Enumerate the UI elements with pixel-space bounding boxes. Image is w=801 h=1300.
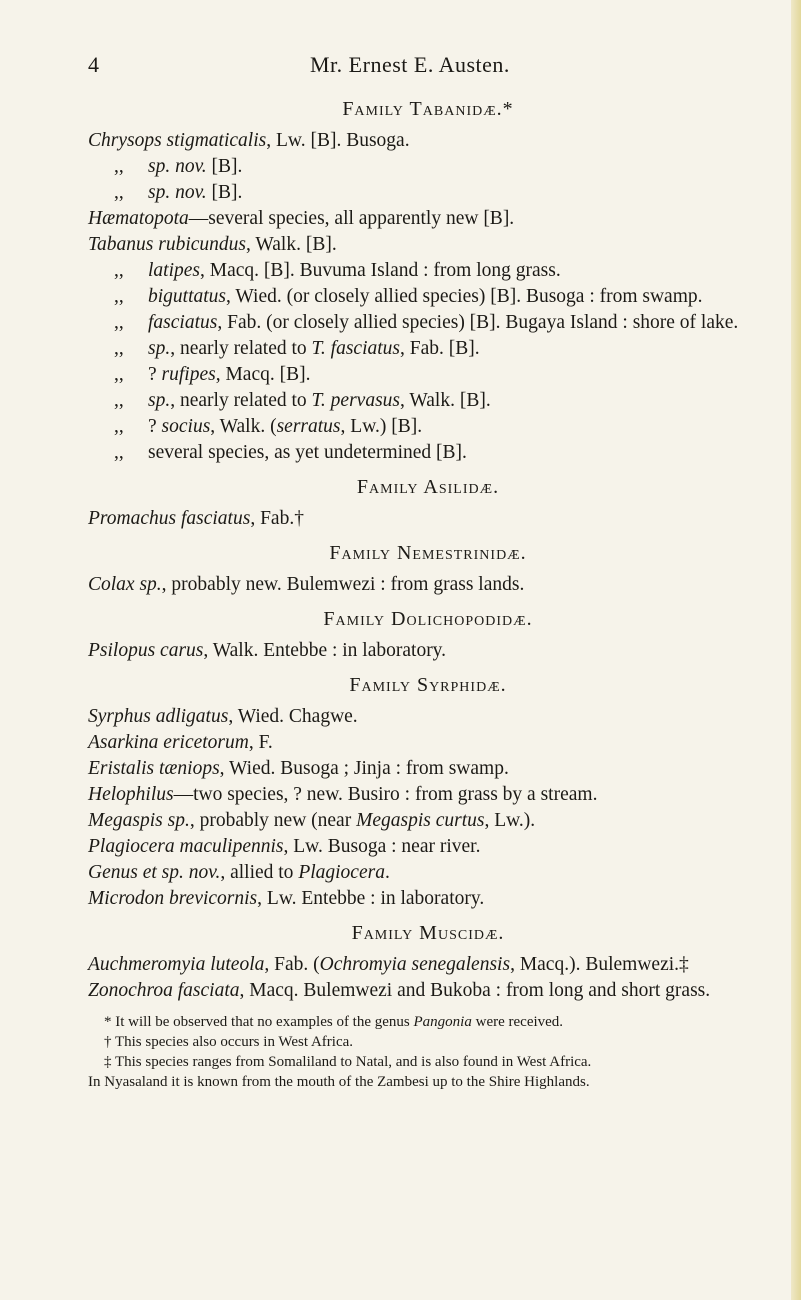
taxon-name: latipes xyxy=(148,260,200,281)
species-entry: ,, ? rufipes, Macq. [B]. xyxy=(88,362,768,388)
taxon-name: sp. xyxy=(148,338,171,359)
species-entry: Psilopus carus, Walk. Entebbe : in laboratory. xyxy=(88,640,447,661)
footnote-continuation: In Nyasaland it is known from the mouth of the Zambesi up to the Shire Highlands. xyxy=(88,1074,590,1090)
ditto-mark: ,, xyxy=(114,442,124,463)
taxon-name: Syrphus adligatus xyxy=(88,706,229,727)
taxon-name: socius xyxy=(161,416,211,437)
taxon-name: Genus et sp. nov. xyxy=(88,862,221,883)
ditto-mark: ,, xyxy=(114,364,124,385)
species-entry: ,, latipes, Macq. [B]. Buvuma Island : from long grass. xyxy=(88,258,768,284)
ditto-mark: ,, xyxy=(114,156,124,177)
family-heading-muscidae: Family Muscidæ. xyxy=(351,922,505,944)
taxon-name: Promachus fasciatus xyxy=(88,508,251,529)
species-entry: Plagiocera maculipennis, Lw. Busoga : near river. xyxy=(88,836,481,857)
taxon-name: Auchmeromyia luteola xyxy=(88,954,265,975)
taxon-name: Chrysops stigmaticalis xyxy=(88,130,267,151)
taxon-reference: serratus xyxy=(276,416,341,437)
page-number: 4 xyxy=(88,52,99,77)
taxon-name: Microdon brevicornis xyxy=(88,888,258,909)
species-entry: Syrphus adligatus, Wied. Chagwe. xyxy=(88,706,358,727)
species-entry: Helophilus—two species, ? new. Busiro : from grass by a stream. xyxy=(88,784,598,805)
taxon-reference: T. pervasus xyxy=(311,390,401,411)
family-heading-nemestrinidae: Family Nemestrinidæ. xyxy=(329,542,527,564)
family-heading-dolichopodidae: Family Dolichopodidæ. xyxy=(323,608,533,630)
species-entry: Colax sp., probably new. Bulemwezi : from grass lands. xyxy=(88,574,525,595)
taxon-name: rufipes xyxy=(161,364,216,385)
taxon-name: fasciatus xyxy=(148,312,218,333)
species-entry: ,, biguttatus, Wied. (or closely allied species) [B]. Busoga : from swamp. xyxy=(88,284,768,310)
footnote: † This species also occurs in West Africa. xyxy=(104,1034,354,1050)
ditto-mark: ,, xyxy=(114,182,124,203)
species-entry: ,, sp., nearly related to T. pervasus, Walk. [B]. xyxy=(88,388,768,414)
ditto-mark: ,, xyxy=(114,416,124,437)
ditto-mark: ,, xyxy=(114,260,124,281)
taxon-name: Psilopus carus xyxy=(88,640,204,661)
page xyxy=(88,48,768,1092)
species-entry: ,, fasciatus, Fab. (or closely allied species) [B]. Bugaya Island : shore of lake. xyxy=(88,310,768,336)
taxon-name: Eristalis tæniops xyxy=(88,758,220,779)
species-entry: ,, ? socius, Walk. (serratus, Lw.) [B]. xyxy=(88,414,768,440)
species-entry: Zonochroa fasciata, Macq. Bulemwezi and Bukoba : from long and short grass. xyxy=(88,980,711,1001)
ditto-mark: ,, xyxy=(114,312,124,333)
taxon-name: Helophilus xyxy=(88,784,174,805)
species-entry: ,, several species, as yet undetermined [B]. xyxy=(88,440,768,466)
page-header xyxy=(88,48,768,88)
taxon-reference: Megaspis curtus xyxy=(356,810,485,831)
taxon-name: Plagiocera maculipennis xyxy=(88,836,284,857)
species-entry: Tabanus rubicundus, Walk. [B]. xyxy=(88,234,337,255)
taxon-name: Hæmatopota xyxy=(88,208,189,229)
species-entry: Genus et sp. nov., allied to Plagiocera. xyxy=(88,862,390,883)
species-entry: ,, sp. nov. [B]. xyxy=(88,154,768,180)
ditto-mark: ,, xyxy=(114,286,124,307)
species-entry: Chrysops stigmaticalis, Lw. [B]. Busoga. xyxy=(88,130,410,151)
ditto-mark: ,, xyxy=(114,338,124,359)
taxon-name: Megaspis sp. xyxy=(88,810,190,831)
ditto-mark: ,, xyxy=(114,390,124,411)
species-entry: Hæmatopota—several species, all apparently new [B]. xyxy=(88,208,515,229)
taxon-name: Asarkina ericetorum xyxy=(88,732,249,753)
page-edge-shadow xyxy=(791,0,801,1300)
species-entry: Promachus fasciatus, Fab.† xyxy=(88,508,304,529)
family-heading-asilidae: Family Asilidæ. xyxy=(356,476,500,498)
species-entry: Auchmeromyia luteola, Fab. (Ochromyia senegalensis, Macq.). Bulemwezi.‡ xyxy=(88,954,689,975)
running-head: Mr. Ernest E. Austen. xyxy=(310,52,510,77)
species-entry: Microdon brevicornis, Lw. Entebbe : in laboratory. xyxy=(88,888,485,909)
taxon-name: biguttatus xyxy=(148,286,227,307)
taxon-reference: T. fasciatus xyxy=(311,338,401,359)
taxon-name: sp. nov. xyxy=(148,182,207,203)
species-entry: ,, sp., nearly related to T. fasciatus, Fab. [B]. xyxy=(88,336,768,362)
taxon-name: Tabanus rubicundus xyxy=(88,234,247,255)
footnotes xyxy=(88,1012,768,1092)
taxon-name: sp. nov. xyxy=(148,156,207,177)
taxon-name: Colax sp. xyxy=(88,574,162,595)
family-heading-tabanidae: Family Tabanidæ.* xyxy=(342,98,514,120)
taxon-name: sp. xyxy=(148,390,171,411)
species-entry: Megaspis sp., probably new (near Megaspis curtus, Lw.). xyxy=(88,810,536,831)
species-entry: ,, sp. nov. [B]. xyxy=(88,180,768,206)
taxon-reference: Ochromyia senegalensis xyxy=(319,954,511,975)
footnote: * It will be observed that no examples of the genus Pangonia were received. xyxy=(104,1014,564,1030)
taxon-reference: Plagiocera xyxy=(298,862,385,883)
taxon-name: Zonochroa fasciata xyxy=(88,980,240,1001)
species-entry: Eristalis tæniops, Wied. Busoga ; Jinja : from swamp. xyxy=(88,758,509,779)
species-entry: Asarkina ericetorum, F. xyxy=(88,732,273,753)
footnote: ‡ This species ranges from Somaliland to Natal, and is also found in West Africa. xyxy=(104,1054,592,1070)
family-heading-syrphidae: Family Syrphidæ. xyxy=(349,674,507,696)
